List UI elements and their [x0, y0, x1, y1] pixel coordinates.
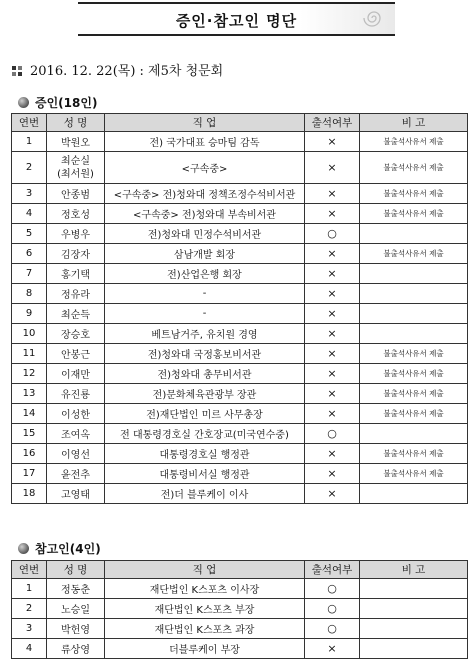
row-number: 4: [12, 639, 47, 659]
remark: 불출석사유서 제출: [360, 384, 468, 404]
row-number: 2: [12, 599, 47, 619]
attendance-mark: ×: [305, 284, 360, 304]
table-row: [12, 384, 468, 404]
attendance-mark: ×: [305, 204, 360, 224]
table-row: [12, 244, 468, 264]
table-row: [12, 224, 468, 244]
occupation: 전)재단법인 미르 사무총장: [105, 404, 305, 424]
table-row: [12, 444, 468, 464]
remark: 불출석사유서 제출: [360, 364, 468, 384]
occupation: 전)문화체육관광부 장관: [105, 384, 305, 404]
table-row: [12, 324, 468, 344]
table-row: [12, 639, 468, 659]
person-name: 정동춘: [47, 579, 105, 599]
bullet-circle-icon: [18, 97, 29, 108]
row-number: 6: [12, 244, 47, 264]
person-name: 안종범: [47, 184, 105, 204]
witness-heading: 증인(18인): [35, 96, 98, 110]
row-number: 15: [12, 424, 47, 444]
reference-table: [11, 560, 468, 659]
column-header: 비 고: [360, 114, 468, 132]
reference-section-title: [18, 540, 101, 557]
table-row: [12, 579, 468, 599]
table-row: [12, 152, 468, 184]
occupation: 재단법인 K스포츠 부장: [105, 599, 305, 619]
table-row: [12, 284, 468, 304]
row-number: 3: [12, 184, 47, 204]
row-number: 8: [12, 284, 47, 304]
column-header: 직 업: [105, 114, 305, 132]
column-header: 출석여부: [305, 561, 360, 579]
occupation: 대통령경호실 행정관: [105, 444, 305, 464]
title-banner: [78, 2, 395, 36]
document-title: 증인·참고인 명단: [175, 12, 298, 30]
remark: 불출석사유서 제출: [360, 184, 468, 204]
row-number: 2: [12, 152, 47, 184]
table-row: [12, 204, 468, 224]
table-header-row: [12, 114, 468, 132]
witness-section-title: [18, 94, 97, 111]
reference-heading: 참고인(4인): [35, 542, 101, 556]
occupation: <구속중> 전)청와대 부속비서관: [105, 204, 305, 224]
attendance-mark: ×: [305, 344, 360, 364]
occupation: 재단법인 K스포츠 과장: [105, 619, 305, 639]
person-name: 장승호: [47, 324, 105, 344]
table-row: [12, 132, 468, 152]
occupation: 전)청와대 국정홍보비서관: [105, 344, 305, 364]
person-name: 고영태: [47, 484, 105, 504]
table-row: [12, 464, 468, 484]
person-name: 정유라: [47, 284, 105, 304]
swirl-ornament-icon: [361, 7, 387, 29]
remark: 불출석사유서 제출: [360, 404, 468, 424]
person-name: 노승일: [47, 599, 105, 619]
session-text: 2016. 12. 22(목) : 제5차 청문회: [30, 64, 224, 79]
row-number: 5: [12, 224, 47, 244]
occupation: 전 대통령경호실 간호장교(미국연수중): [105, 424, 305, 444]
table-row: [12, 304, 468, 324]
attendance-mark: ×: [305, 152, 360, 184]
attendance-mark: ×: [305, 404, 360, 424]
table-row: [12, 184, 468, 204]
row-number: 4: [12, 204, 47, 224]
square-bullet-icon: [12, 66, 22, 76]
row-number: 18: [12, 484, 47, 504]
attendance-mark: ○: [305, 424, 360, 444]
witness-table: [11, 113, 468, 504]
attendance-mark: ×: [305, 364, 360, 384]
remark: [360, 424, 468, 444]
session-line: [12, 60, 223, 79]
occupation: 더블루케이 부장: [105, 639, 305, 659]
column-header: 직 업: [105, 561, 305, 579]
remark: [360, 579, 468, 599]
attendance-mark: ×: [305, 639, 360, 659]
occupation: 전)더 블루케이 이사: [105, 484, 305, 504]
occupation: 삼남개발 회장: [105, 244, 305, 264]
person-name: 유진룡: [47, 384, 105, 404]
attendance-mark: ○: [305, 224, 360, 244]
person-name: 홍기택: [47, 264, 105, 284]
column-header: 출석여부: [305, 114, 360, 132]
person-name: 박원오: [47, 132, 105, 152]
occupation: 전)청와대 민정수석비서관: [105, 224, 305, 244]
table-row: [12, 404, 468, 424]
table-row: [12, 364, 468, 384]
table-row: [12, 424, 468, 444]
attendance-mark: ×: [305, 444, 360, 464]
occupation: 대통령비서실 행정관: [105, 464, 305, 484]
person-name: 박헌영: [47, 619, 105, 639]
row-number: 17: [12, 464, 47, 484]
remark: 불출석사유서 제출: [360, 244, 468, 264]
remark: 불출석사유서 제출: [360, 204, 468, 224]
attendance-mark: ×: [305, 264, 360, 284]
person-name: 정호성: [47, 204, 105, 224]
column-header: 연번: [12, 561, 47, 579]
attendance-mark: ×: [305, 184, 360, 204]
attendance-mark: ×: [305, 384, 360, 404]
person-name: 이영선: [47, 444, 105, 464]
person-name: 이재만: [47, 364, 105, 384]
occupation: 전) 국가대표 승마팀 감독: [105, 132, 305, 152]
person-name: 김장자: [47, 244, 105, 264]
remark: [360, 224, 468, 244]
row-number: 12: [12, 364, 47, 384]
bullet-circle-icon: [18, 543, 29, 554]
occupation: 베트남거주, 유치원 경영: [105, 324, 305, 344]
remark: 불출석사유서 제출: [360, 152, 468, 184]
column-header: 비 고: [360, 561, 468, 579]
column-header: 연번: [12, 114, 47, 132]
table-row: [12, 619, 468, 639]
table-row: [12, 484, 468, 504]
attendance-mark: ○: [305, 599, 360, 619]
attendance-mark: ×: [305, 244, 360, 264]
attendance-mark: ×: [305, 324, 360, 344]
table-row: [12, 344, 468, 364]
remark: [360, 619, 468, 639]
attendance-mark: ×: [305, 484, 360, 504]
attendance-mark: ○: [305, 579, 360, 599]
remark: 불출석사유서 제출: [360, 464, 468, 484]
occupation: <구속중> 전)청와대 정책조정수석비서관: [105, 184, 305, 204]
column-header: 성 명: [47, 114, 105, 132]
row-number: 10: [12, 324, 47, 344]
remark: [360, 304, 468, 324]
attendance-mark: ×: [305, 132, 360, 152]
row-number: 11: [12, 344, 47, 364]
attendance-mark: ○: [305, 619, 360, 639]
row-number: 13: [12, 384, 47, 404]
row-number: 7: [12, 264, 47, 284]
attendance-mark: ×: [305, 464, 360, 484]
occupation: -: [105, 304, 305, 324]
occupation: 재단법인 K스포츠 이사장: [105, 579, 305, 599]
occupation: <구속중>: [105, 152, 305, 184]
attendance-mark: ×: [305, 304, 360, 324]
table-row: [12, 599, 468, 619]
occupation: 전)청와대 총무비서관: [105, 364, 305, 384]
remark: 불출석사유서 제출: [360, 444, 468, 464]
table-row: [12, 264, 468, 284]
column-header: 성 명: [47, 561, 105, 579]
row-number: 3: [12, 619, 47, 639]
occupation: 전)산업은행 회장: [105, 264, 305, 284]
person-name: 윤전추: [47, 464, 105, 484]
remark: 불출석사유서 제출: [360, 132, 468, 152]
remark: [360, 484, 468, 504]
remark: 불출석사유서 제출: [360, 344, 468, 364]
row-number: 9: [12, 304, 47, 324]
person-name: 최순득: [47, 304, 105, 324]
person-name: 최순실 (최서원): [47, 152, 105, 184]
person-name: 류상영: [47, 639, 105, 659]
person-name: 이성한: [47, 404, 105, 424]
row-number: 1: [12, 579, 47, 599]
row-number: 16: [12, 444, 47, 464]
person-name: 우병우: [47, 224, 105, 244]
occupation: -: [105, 284, 305, 304]
remark: [360, 264, 468, 284]
row-number: 1: [12, 132, 47, 152]
person-name: 안봉근: [47, 344, 105, 364]
remark: [360, 284, 468, 304]
remark: [360, 599, 468, 619]
person-name: 조여옥: [47, 424, 105, 444]
table-header-row: [12, 561, 468, 579]
row-number: 14: [12, 404, 47, 424]
remark: [360, 324, 468, 344]
remark: [360, 639, 468, 659]
